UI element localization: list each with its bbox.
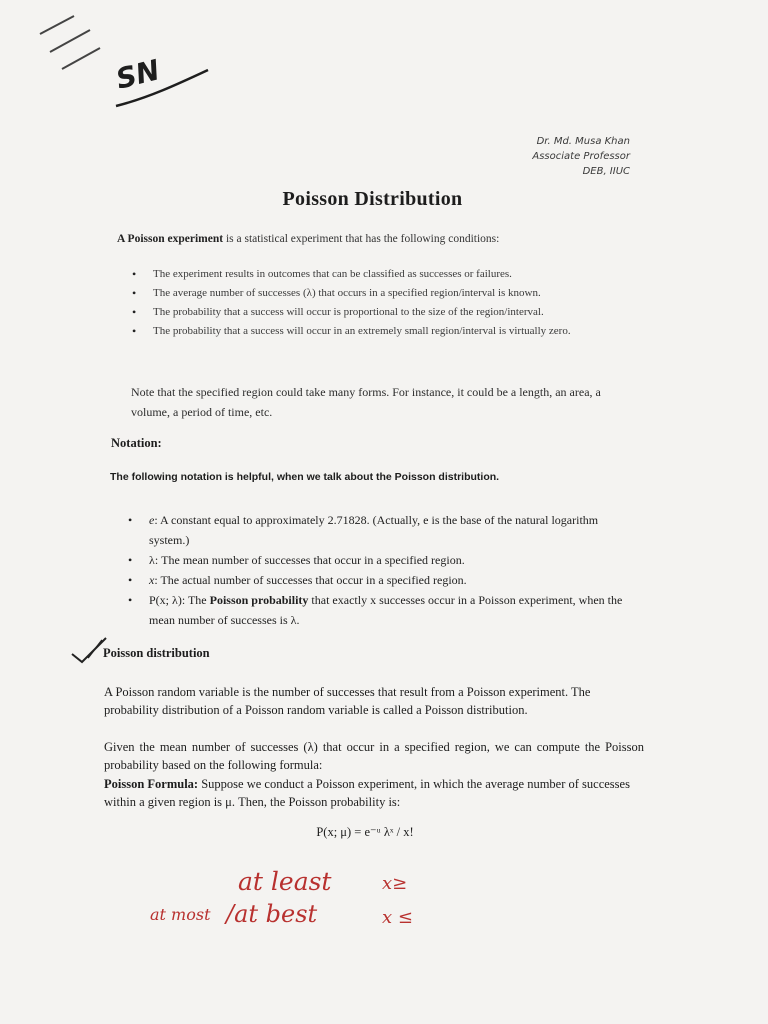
notation-symbol: e — [149, 513, 155, 527]
list-item: • The experiment results in outcomes that can be classified as successes or failures. — [132, 265, 632, 284]
note-paragraph: Note that the specified region could take many forms. For instance, it could be a length, an area, a volume, a period of time, etc. — [131, 385, 601, 419]
notation-text-pre: : The — [181, 593, 210, 607]
handwritten-at-least: at least — [238, 867, 332, 896]
list-item — [128, 590, 638, 630]
pd-paragraph-1: A Poisson random variable is the number of successes that result from a Poisson experiment. The probability distribution of a Poisson random variable is called a Poisson distribution. — [104, 685, 591, 717]
notation-symbol: P(x; λ) — [149, 593, 182, 607]
handwritten-at-best: /at best — [226, 900, 318, 928]
pd-paragraph-3 — [104, 775, 644, 811]
pd-paragraph-2: Given the mean number of successes (λ) that occur in a specified region, we can compute the Poisson probability based on the following formula: — [104, 740, 644, 772]
notation-text: : The mean number of successes that occur in a specified region. — [154, 553, 465, 567]
notation-bold-term: Poisson probability — [209, 593, 309, 607]
notation-list — [128, 510, 638, 630]
list-item — [128, 550, 638, 570]
intro-term: A Poisson experiment — [117, 233, 224, 245]
handwritten-ge-symbol: x≥ — [382, 873, 408, 894]
formula-label: Poisson Formula: — [104, 777, 199, 791]
intro-rest: is a statistical experiment that has the following conditions: — [223, 233, 500, 245]
notation-intro: The following notation is helpful, when we talk about the Poisson distribution. — [110, 471, 500, 483]
poisson-formula: P(x; μ) = e⁻ᵘ λˣ / x! — [316, 825, 414, 839]
intro-text — [117, 233, 499, 245]
poisson-distribution-heading: Poisson distribution — [103, 646, 210, 660]
conditions-list — [132, 265, 632, 341]
list-item — [128, 570, 638, 590]
notation-symbol: λ — [149, 553, 155, 567]
list-item — [128, 510, 638, 550]
initials-signature: SN — [112, 53, 163, 96]
list-item: • The probability that a success will occur in an extremely small region/interval is virtually zero. — [132, 322, 632, 341]
page-title: Poisson Distribution — [282, 188, 463, 210]
list-item: • The probability that a success will occur is proportional to the size of the region/interval. — [132, 303, 632, 322]
author-position: Associate Professor — [532, 151, 630, 162]
author-department: DEB, IIUC — [582, 166, 630, 177]
author-name: Dr. Md. Musa Khan — [536, 136, 630, 147]
signature-underline-icon — [108, 62, 218, 112]
notation-heading: Notation: — [111, 436, 162, 450]
author-block — [532, 134, 630, 179]
tally-mark-icon — [30, 14, 110, 74]
notation-text: : The actual number of successes that occur in a specified region. — [154, 573, 467, 587]
notation-symbol: x — [149, 573, 155, 587]
handwritten-at-most: at most — [150, 905, 211, 924]
notation-text: : A constant equal to approximately 2.71828. (Actually, e is the base of the natural logarithm system.) — [149, 513, 599, 547]
formula-description: Suppose we conduct a Poisson experiment, in which the average number of successes within a given region is μ. Then, the Poisson probability is: — [104, 777, 630, 809]
handwritten-le-symbol: x ≤ — [382, 907, 413, 928]
list-item: • The average number of successes (λ) that occurs in a specified region/interval is known. — [132, 284, 632, 303]
notation-text: that exactly x successes occur in a Poisson experiment, when the mean number of successes is λ. — [149, 593, 623, 627]
